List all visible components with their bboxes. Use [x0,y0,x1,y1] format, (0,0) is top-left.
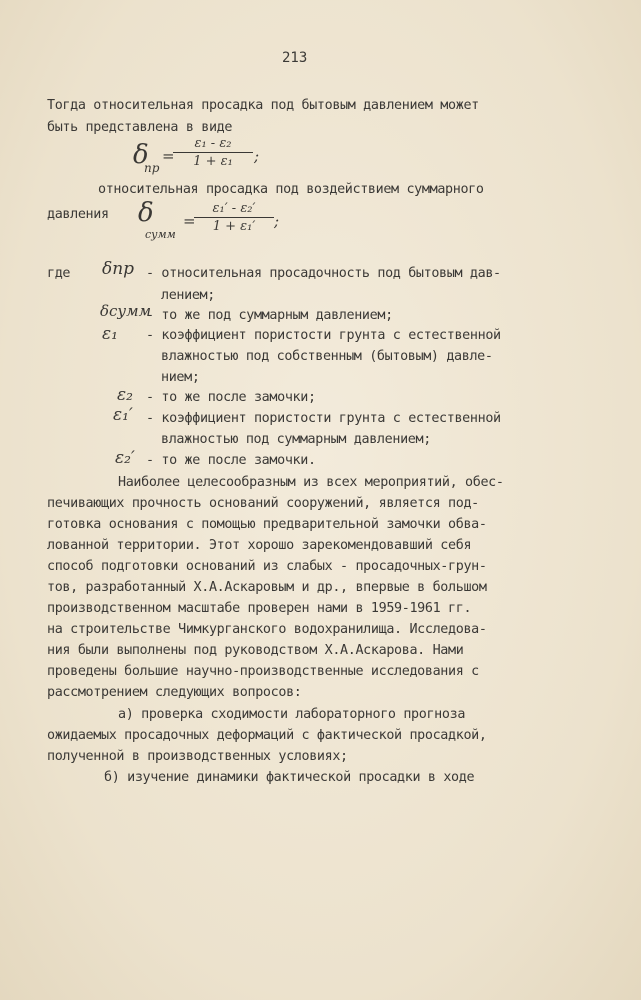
list-item: а) проверка сходимости лабораторного прогноза [118,707,466,722]
list-item: полученной в производственных условиях; [47,749,348,764]
definition-text: - относительная просадочность под бытовым дав- [146,266,501,281]
paragraph-line: печивающих прочность оснований сооружений, является под- [47,496,479,511]
definition-text: - то же под суммарным давлением; [146,308,393,323]
formula-delta-symbol: δ [133,140,149,170]
paragraph-line: ния были выполнены под руководством Х.А.Аскарова. Нами [47,643,464,658]
paragraph-line: рассмотрением следующих вопросов: [47,685,302,700]
text-line: давления [47,207,109,222]
definition-symbol: ε₂ [117,385,133,405]
formula-denominator: 1 + ε₁′ [212,219,256,234]
formula-equals: = [183,212,196,230]
definition-symbol: ε₁′ [113,405,133,425]
paragraph-line: тов, разработанный Х.А.Аскаровым и др., впервые в большом [47,580,487,595]
formula-denominator: 1 + ε₁ [193,154,233,169]
text-line: относительная просадка под воздействием суммарного [98,182,484,197]
formula-numerator: ε₁ - ε₂ [194,136,232,151]
formula-equals: = [162,147,175,165]
list-item: ожидаемых просадочных деформаций с фактической просадкой, [47,728,487,743]
definition-text: нием; [161,370,200,385]
paragraph-line: Наиболее целесообразным из всех мероприятий, обес- [118,475,504,490]
paragraph-line: готовка основания с помощью предварительной замочки обва- [47,517,487,532]
page-number: 213 [282,50,308,66]
paragraph-line: производственном масштабе проверен нами в 1959-1961 гг. [47,601,472,616]
definition-text: лением; [161,288,215,303]
definition-symbol: δпр [102,259,135,279]
where-label: где [47,266,71,281]
formula-fraction [173,136,253,169]
formula-subscript: пр [144,161,160,175]
formula-fraction [194,201,274,234]
definition-text: - коэффициент пористости грунта с естественной [146,411,501,426]
paragraph-line: лованной территории. Этот хорошо зарекомендовавший себя [47,538,472,553]
paragraph-line: на строительстве Чимкурганского водохранилища. Исследова- [47,622,487,637]
text-line: быть представлена в виде [47,120,233,135]
definition-symbol: ε₁ [102,324,118,344]
definition-text: - то же после замочки. [146,453,316,468]
paragraph-line: способ подготовки оснований из слабых - просадочных-грун- [47,559,487,574]
list-item: б) изучение динамики фактической просадки в ходе [104,770,475,785]
definition-symbol: ε₂′ [115,448,135,468]
definition-text: влажностью под собственным (бытовым) давле- [161,349,493,364]
definition-text: влажностью под суммарным давлением; [161,432,431,447]
formula-numerator: ε₁′ - ε₂′ [212,201,256,216]
definition-symbol: δсумм [100,302,152,320]
formula-subscript: сумм [145,228,176,241]
formula-delta-symbol: δ [138,198,154,228]
paragraph-line: проведены большие научно-производственные исследования с [47,664,479,679]
text-line: Тогда относительная просадка под бытовым давлением может [47,98,479,113]
definition-text: - то же после замочки; [146,390,316,405]
formula-semicolon: ; [274,212,280,230]
definition-text: - коэффициент пористости грунта с естественной [146,328,501,343]
formula-semicolon: ; [254,147,260,165]
